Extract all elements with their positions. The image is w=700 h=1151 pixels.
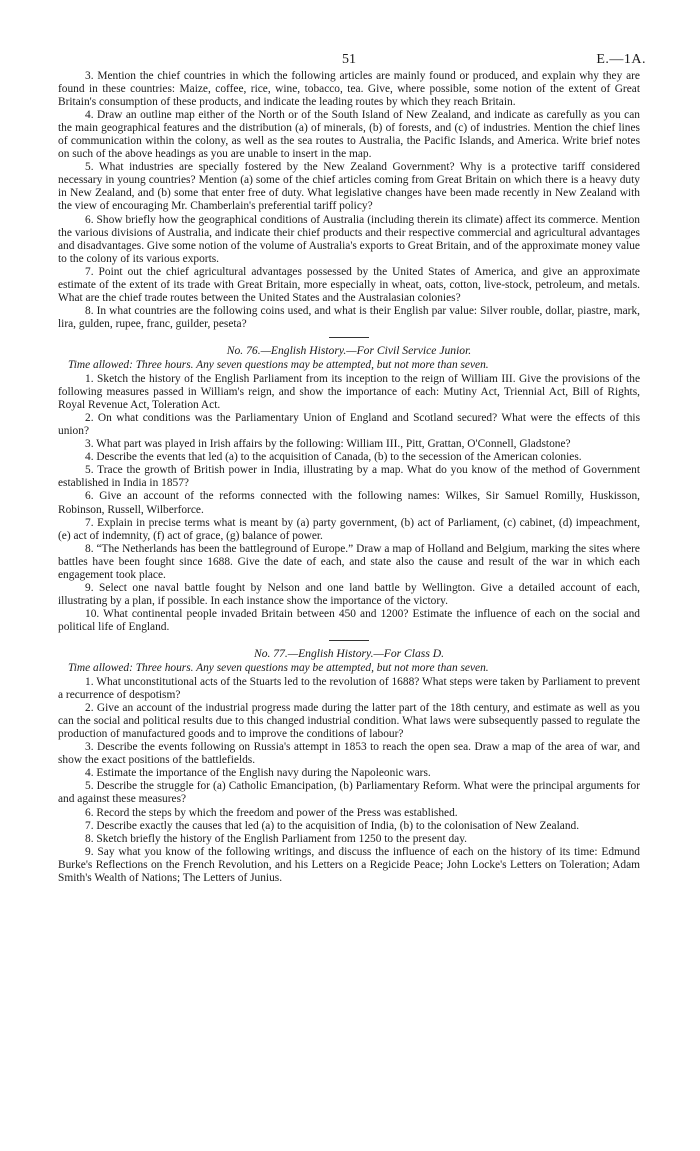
question-paragraph: 9. Say what you know of the following writings, and discuss the influence of each on the history of its time: Edmund Burke's Reflections on the French Revolution, and his Letters on a Regicide Peace; John Locke's Letters on Toleration; Adam Smith's Wealth of Nations; The Letters of Junius. (58, 845, 640, 884)
question-paragraph: 1. Sketch the history of the English Parliament from its inception to the reign of William III. Give the provisions of the following measures passed in William's reign, and show the importance of each: Mutiny Act, Triennial Act, Bill of Rights, Royal Revenue Act, Toleration Act. (58, 373, 640, 412)
question-paragraph: 4. Describe the events that led (a) to the acquisition of Canada, (b) to the secession of the American colonies. (85, 451, 582, 464)
question-paragraph: 3. Mention the chief countries in which the following articles are mainly found or produced, and explain why they are found in these countries: Maize, coffee, rice, wine, tobacco, tea. Give, where possible, some notion of the extent of Great Britain's consumption of these products, and indicate the leading routes by which they reach Britain. (58, 70, 640, 109)
question-paragraph: 7. Describe exactly the causes that led (a) to the acquisition of India, (b) to the colonisation of New Zealand. (85, 819, 580, 832)
question-paragraph: 3. Describe the events following on Russia's attempt in 1853 to reach the open sea. Draw a map of the area of war, and show the exact positions of the battlefields. (58, 741, 640, 767)
question-paragraph: 8. Sketch briefly the history of the English Parliament from 1250 to the present day. (85, 832, 468, 845)
question-paragraph: 5. Describe the struggle for (a) Catholic Emancipation, (b) Parliamentary Reform. What were the principal arguments for and against these measures? (58, 780, 640, 806)
document-body (58, 70, 640, 885)
section-divider (329, 640, 369, 641)
question-paragraph: 4. Draw an outline map either of the North or of the South Island of New Zealand, and indicate as carefully as you can the main geographical features and the distribution (a) of minerals, (b) of forests, and (c) of industries. Mention the chief lines of communication within the colony, as well as the sea routes to Australia, the Pacific Islands, and America. Write brief notes on such of the above headings as you are unable to insert in the map. (58, 109, 640, 161)
question-paragraph: 6. Give an account of the reforms connected with the following names: Wilkes, Sir Samuel Romilly, Huskisson, Robinson, Russell, Wilberforce. (58, 490, 640, 516)
question-paragraph: 3. What part was played in Irish affairs by the following: William III., Pitt, Grattan, O'Connell, Gladstone? (85, 438, 571, 451)
question-paragraph: 2. Give an account of the industrial progress made during the latter part of the 18th century, and estimate as well as you can the social and political results due to this changed industrial condition. What laws were subsequently passed to regulate the production of manufactured goods and to improve the conditions of labour? (58, 702, 640, 741)
page-header (58, 0, 646, 70)
question-paragraph: 4. Estimate the importance of the English navy during the Napoleonic wars. (85, 767, 431, 780)
exam-section-77 (58, 647, 640, 885)
question-paragraph: 9. Select one naval battle fought by Nelson and one land battle by Wellington. Give a detailed account of each, illustrating by a plan, if possible. In each instance show the importance of the victory. (58, 581, 640, 607)
question-paragraph: 6. Record the steps by which the freedom and power of the Press was established. (85, 806, 458, 819)
document-reference: E.—1A. (596, 52, 646, 67)
question-paragraph: 6. Show briefly how the geographical conditions of Australia (including therein its climate) affect its commerce. Mention the various divisions of Australia, and indicate their chief products and their respective commercial and agricultural advantages and disadvantages. Give some notion of the volume of Australia's exports to Great Britain, and of the approximate money value to the colony of its various exports. (58, 213, 640, 265)
question-paragraph: 7. Point out the chief agricultural advantages possessed by the United States of America, and give an approximate estimate of the extent of its trade with Great Britain, more especially in wheat, oats, cotton, live-stock, petroleum, and metals. What are the chief trade routes between the United States and the Australasian colonies? (58, 265, 640, 304)
question-paragraph: 10. What continental people invaded Britain between 450 and 1200? Estimate the influence of each on the social and political life of England. (58, 607, 640, 633)
time-allowed-note: Time allowed: Three hours. Any seven questions may be attempted, but not more than seven. (68, 662, 489, 675)
section-divider (329, 337, 369, 338)
document-page (58, 0, 646, 885)
exam-section-76 (58, 344, 640, 634)
time-allowed-note: Time allowed: Three hours. Any seven questions may be attempted, but not more than seven. (68, 358, 489, 371)
question-paragraph: 5. What industries are specially fostered by the New Zealand Government? Why is a protective tariff considered necessary in young countries? Mention (a) some of the chief articles coming from Great Britain on which there is a heavy duty in New Zealand, and (b) some that enter free of duty. What legislative changes have been made recently in New Zealand with the view of encouraging Mr. Chamberlain's preferential tariff policy? (58, 161, 640, 213)
question-paragraph: 5. Trace the growth of British power in India, illustrating by a map. What do you know of the method of Government established in India in 1857? (58, 464, 640, 490)
question-paragraph: 7. Explain in precise terms what is meant by (a) party government, (b) act of Parliament, (c) cabinet, (d) impeachment, (e) act of indemnity, (f) act of grace, (g) balance of power. (58, 516, 640, 542)
page-number: 51 (342, 52, 356, 67)
section-title: No. 77.—English History.—For Class D. (253, 646, 445, 660)
question-paragraph: 8. “The Netherlands has been the battleground of Europe.” Draw a map of Holland and Belgium, marking the sites where battles have been fought since 1688. Give the date of each, and state also the cause and result of the war in which each engagement took place. (58, 542, 640, 581)
question-paragraph: 8. In what countries are the following coins used, and what is their English par value: Silver rouble, dollar, piastre, mark, lira, gulden, rupee, franc, guilder, peseta? (58, 304, 640, 330)
question-paragraph: 1. What unconstitutional acts of the Stuarts led to the revolution of 1688? What steps were taken by Parliament to prevent a recurrence of despotism? (58, 676, 640, 702)
question-paragraph: 2. On what conditions was the Parliamentary Union of England and Scotland secured? What were the effects of this union? (58, 412, 640, 438)
section-title: No. 76.—English History.—For Civil Service Junior. (226, 343, 472, 357)
geography-questions (58, 70, 640, 331)
